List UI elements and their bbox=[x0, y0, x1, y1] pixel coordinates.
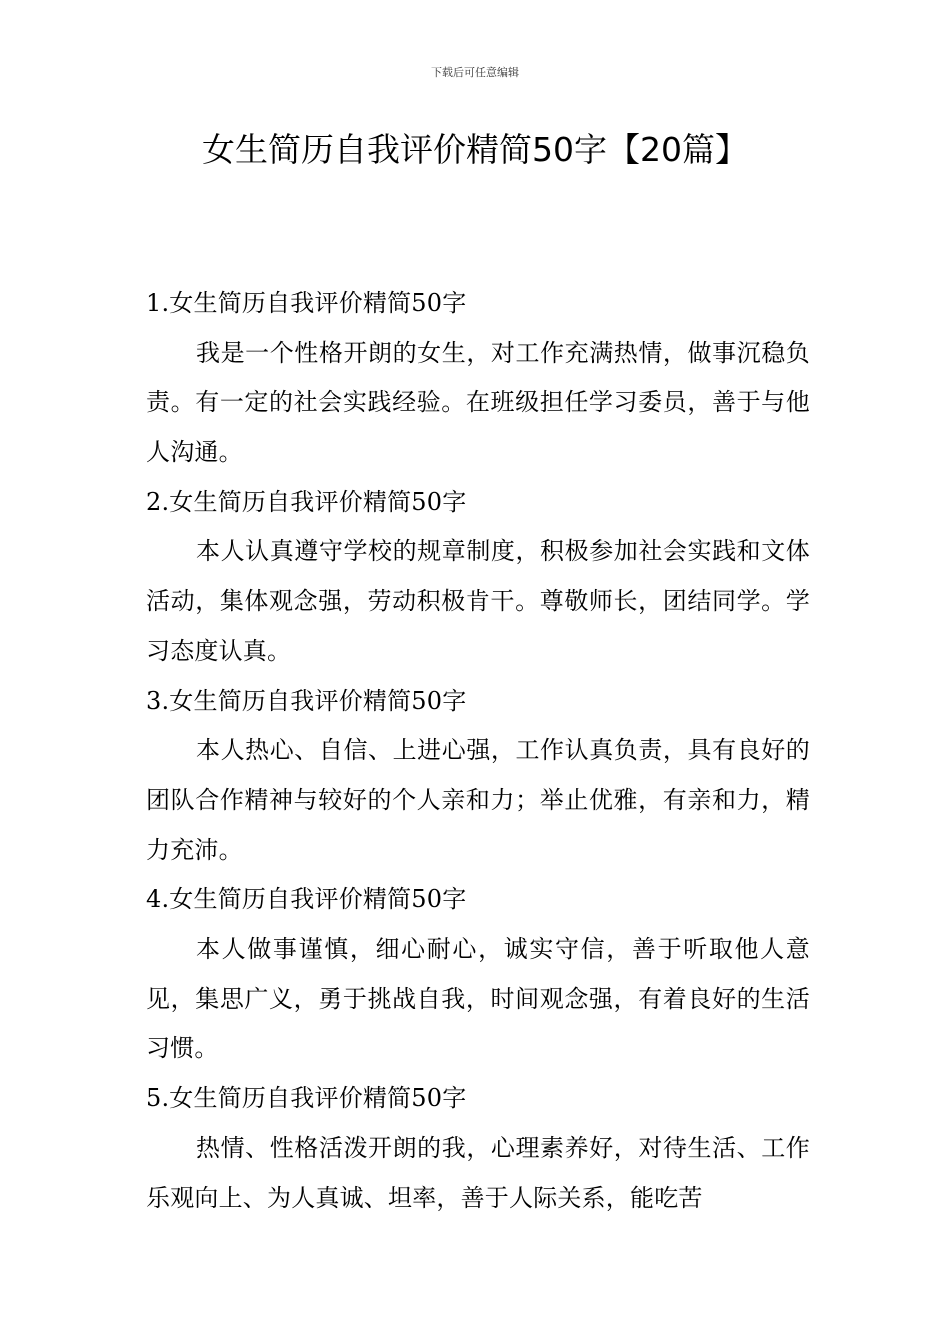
section-4 bbox=[146, 875, 810, 1074]
section-paragraph: 热情、性格活泼开朗的我，心理素养好，对待生活、工作乐观向上、为人真诚、坦率，善于人际关系，能吃苦 bbox=[146, 1133, 810, 1212]
section-5 bbox=[146, 1074, 810, 1223]
section-paragraph: 本人认真遵守学校的规章制度，积极参加社会实践和文体活动，集体观念强，劳动积极肯干。尊敬师长，团结同学。学习态度认真。 bbox=[146, 537, 810, 665]
section-paragraph: 本人做事谨慎，细心耐心，诚实守信，善于听取他人意见，集思广义，勇于挑战自我，时间观念强，有着良好的生活习惯。 bbox=[146, 935, 810, 1063]
section-1 bbox=[146, 279, 810, 478]
document-body bbox=[146, 279, 810, 1223]
section-heading: 3.女生简历自我评价精简50字 bbox=[146, 686, 467, 715]
section-3 bbox=[146, 677, 810, 876]
section-heading: 1.女生简历自我评价精简50字 bbox=[146, 289, 467, 317]
section-paragraph: 本人热心、自信、上进心强，工作认真负责，具有良好的团队合作精神与较好的个人亲和力；举止优雅，有亲和力，精力充沛。 bbox=[146, 736, 810, 864]
section-heading: 4.女生简历自我评价精简50字 bbox=[146, 885, 467, 914]
header-note: 下载后可任意编辑 bbox=[431, 66, 519, 79]
section-paragraph: 我是一个性格开朗的女生，对工作充满热情，做事沉稳负责。有一定的社会实践经验。在班级担任学习委员，善于与他人沟通。 bbox=[146, 338, 810, 467]
section-heading: 2.女生简历自我评价精简50字 bbox=[146, 487, 467, 516]
section-2 bbox=[146, 478, 810, 677]
document-title: 女生简历自我评价精简50字【20篇】 bbox=[202, 130, 748, 169]
section-heading: 5.女生简历自我评价精简50字 bbox=[146, 1084, 467, 1113]
